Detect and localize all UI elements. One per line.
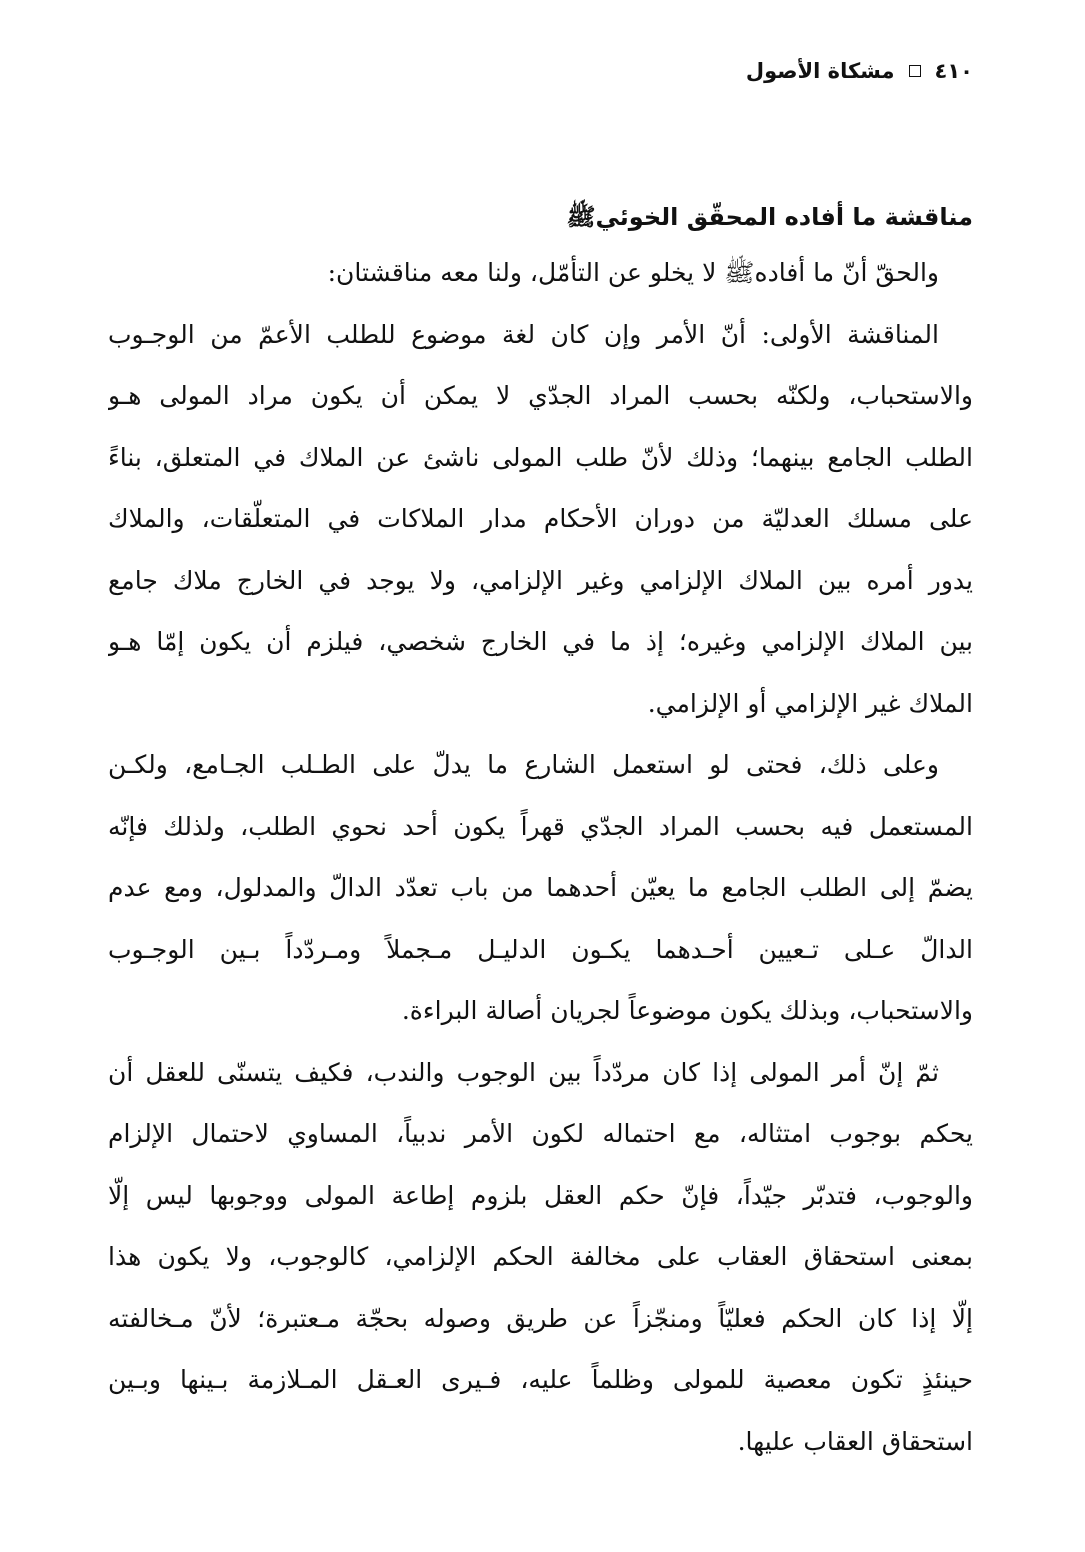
paragraph-line: والحقّ أنّ ما أفادهﷺ لا يخلو عن التأمّل، ولنا معه مناقشتان: [327, 258, 939, 287]
paragraph-line: يدور أمره بين الملاك الإلزامي وغير الإلزامي، ولا يوجد في الخارج ملاك جامع [108, 565, 973, 595]
paragraph-line: إلّا إذا كان الحكم فعليّاً ومنجّزاً عن طريق وصوله بحجّة مـعتبرة؛ لأنّ مـخالفته [108, 1303, 973, 1333]
separator-square-icon [909, 65, 921, 77]
paragraph-line: ثمّ إنّ أمر المولى إذا كان مردّداً بين الوجوب والندب، فكيف يتسنّى للعقل أن [108, 1057, 939, 1087]
paragraph-line: المستعمل فيه بحسب المراد الجدّي قهراً يكون أحد نحوي الطلب، ولذلك فإنّه [108, 811, 973, 841]
paragraph-line: يضمّ إلى الطلب الجامع ما يعيّن أحدهما من باب تعدّد الدالّ والمدلول، ومع عدم [108, 873, 973, 902]
paragraph-line: بمعنى استحقاق العقاب على مخالفة الحكم الإلزامي، كالوجوب، ولا يكون هذا [108, 1242, 973, 1271]
paragraph-line: الطلب الجامع بينهما؛ وذلك لأنّ طلب المولى ناشئ عن الملاك في المتعلق، بناءً [108, 442, 973, 472]
paragraph [108, 734, 973, 1042]
running-header [746, 54, 973, 88]
paragraph-line: وعلى ذلك، فحتى لو استعمل الشارع ما يدلّ على الطـلب الجـامع، ولكـن [108, 750, 939, 779]
paragraph-line: المناقشة الأولى: أنّ الأمر وإن كان لغة موضوع للطلب الأعمّ من الوجـوب [108, 319, 939, 349]
section-heading: مناقشة ما أفاده المحقّق الخوئيﷺ [566, 203, 973, 231]
paragraph-line: والاستحباب، وبذلك يكون موضوعاً لجريان أصالة البراءة. [401, 996, 973, 1025]
paragraph-line: بين الملاك الإلزامي وغيره؛ إذ ما في الخارج شخصي، فيلزم أن يكون إمّا هـو [108, 627, 973, 656]
page-body [108, 192, 973, 1472]
page-number: ٤١٠ [934, 59, 973, 83]
paragraph-line: الدالّ عـلى تـعيين أحـدهما يكـون الدليـل مـجملاً ومـردّداً بـين الوجـوب [108, 934, 973, 964]
paragraph-line: استحقاق العقاب عليها. [737, 1426, 973, 1456]
paragraph [108, 1042, 973, 1473]
paragraph [108, 304, 973, 735]
paragraph-line: على مسلك العدليّة من دوران الأحكام مدار الملاكات في المتعلّقات، والملاك [108, 504, 973, 533]
paragraph-line: الملاك غير الإلزامي أو الإلزامي. [647, 688, 973, 718]
paragraph [108, 242, 973, 304]
paragraph-line: يحكم بوجوب امتثاله، مع احتماله لكون الأمر ندبياً، المساوي لاحتمال الإلزام [108, 1119, 973, 1148]
paragraph-line: والاستحباب، ولكنّه بحسب المراد الجدّي لا يمكن أن يكون مراد المولى هـو [108, 381, 973, 410]
paragraph-line: حينئذٍ تكون معصية للمولى وظلماً عليه، فـيرى العـقل المـلازمة بـينها وبـين [108, 1365, 973, 1394]
book-title: مشكاة الأصول [745, 59, 895, 83]
paragraph-line: والوجوب، فتدبّر جيّداً، فإنّ حكم العقل بلزوم إطاعة المولى ووجوبها ليس إلّا [108, 1180, 973, 1210]
